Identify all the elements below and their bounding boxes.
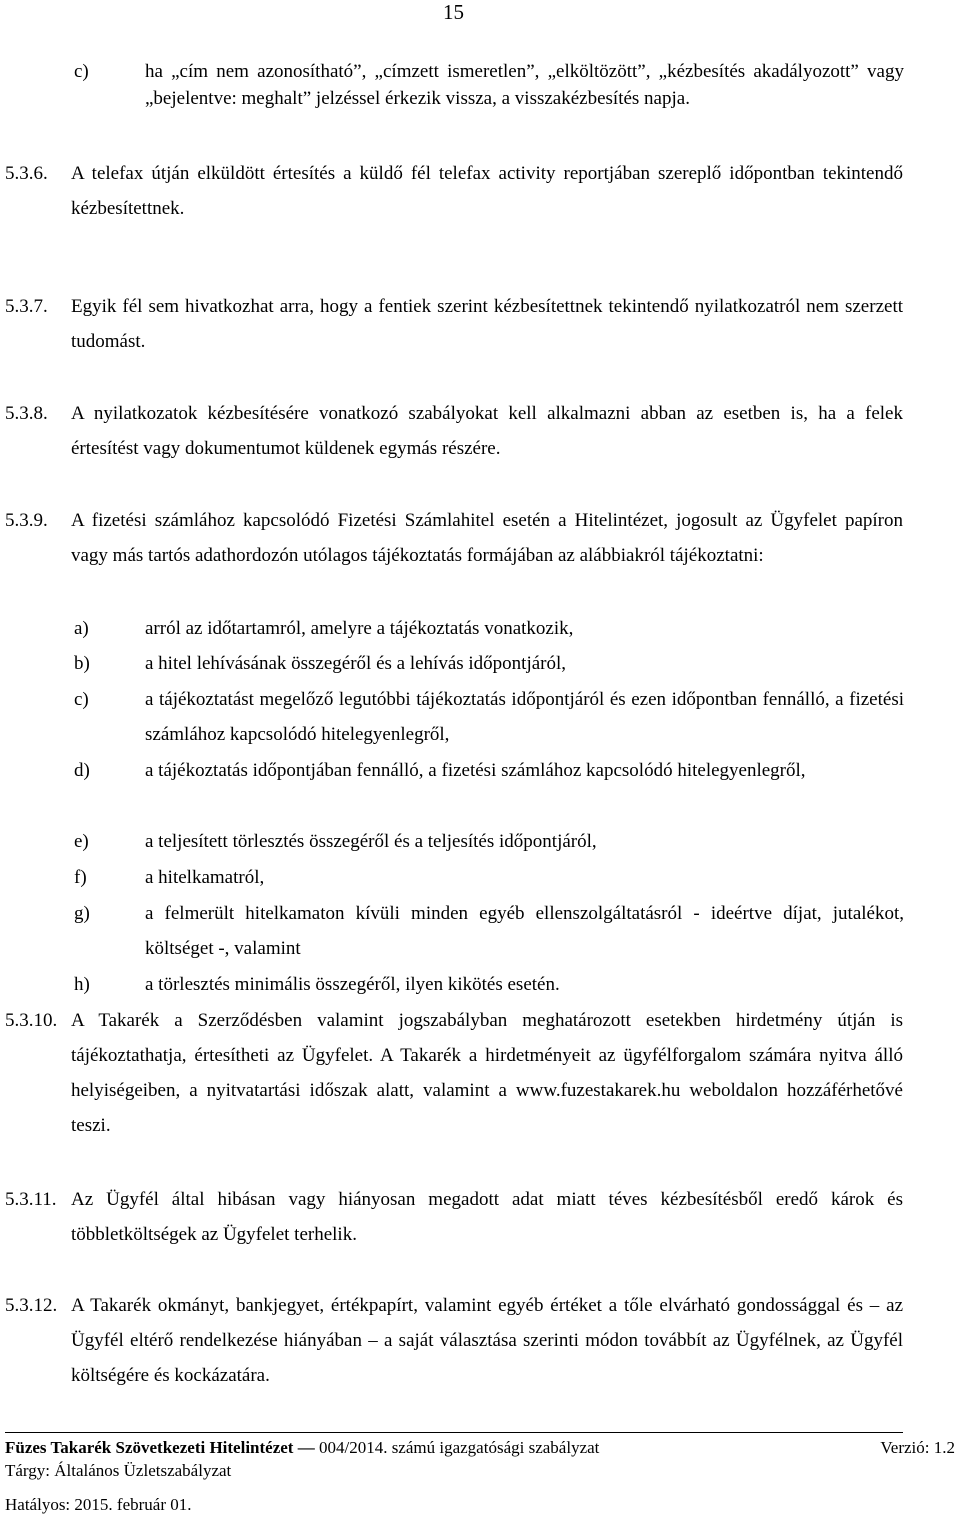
section-5-3-11 [5,1182,903,1252]
footer-dash: — [297,1438,315,1457]
section-5-3-10 [5,1003,903,1143]
section-number: 5.3.8. [5,403,48,424]
footer-subject: Tárgy: Általános Üzletszabályzat [5,1461,232,1480]
footer-doc: 004/2014. számú igazgatósági szabályzat [318,1438,600,1457]
footer-effective: Hatályos: 2015. február 01. [5,1495,192,1514]
list-item-text: ha „cím nem azonosítható”, „címzett ismeretlen”, „elköltözött”, „kézbesítés akadályozott” vagy „bejelentve: meghalt” jelzéssel érkezik vissza, a visszakézbesítés napja. [145,61,904,109]
list-item-label: c) [74,61,89,82]
list-item-label: f) [74,867,87,888]
section-text: Egyik fél sem hivatkozhat arra, hogy a fentiek szerint kézbesítettnek tekintendő nyilatkozatról nem szerzett tudomást. [71,296,903,352]
list-item-text: a hitel lehívásának összegéről és a lehívás időpontjáról, [145,653,567,674]
list-item-label: d) [74,760,90,781]
list-item-b [74,646,904,681]
list-item-f [74,860,904,895]
section-text: Az Ügyfél által hibásan vagy hiányosan megadott adat miatt téves kézbesítésből eredő károk és többletköltségek az Ügyfelet terhelik. [71,1189,903,1245]
section-text: A telefax útján elküldött értesítés a küldő fél telefax activity reportjában szereplő időpontban tekintendő kézbesítettnek. [71,163,903,219]
list-item-label: h) [74,974,90,995]
section-5-3-6 [5,156,903,226]
footer-divider [5,1432,903,1433]
list-item-intro [74,58,904,112]
footer-version: Verzió: 1.2 [880,1438,955,1457]
list-item-d [74,753,904,788]
list-item-text: a hitelkamatról, [145,867,265,888]
list-item-label: g) [74,903,90,924]
section-number: 5.3.10. [5,1010,58,1031]
footer-org: Füzes Takarék Szövetkezeti Hitelintézet [5,1438,294,1457]
section-text: A nyilatkozatok kézbesítésére vonatkozó szabályokat kell alkalmazni abban az esetben is, ha a felek értesítést vagy dokumentumot küldenek egymás részére. [71,403,903,459]
list-item-label: c) [74,689,89,710]
section-number: 5.3.6. [5,163,48,184]
list-item-c [74,682,904,752]
list-item-text: a felmerült hitelkamaton kívüli minden egyéb ellenszolgáltatásról - ideértve díjat, jutalékot, költséget -, valamint [145,903,904,959]
section-5-3-9 [5,503,903,573]
section-number: 5.3.9. [5,510,48,531]
section-text: A fizetési számlához kapcsolódó Fizetési Számlahitel esetén a Hitelintézet, jogosult az Ügyfelet papíron vagy más tartós adathordozón utólagos tájékoztatás formájában az alábbiakról tájékoztatni: [71,510,903,566]
section-text: A Takarék okmányt, bankjegyet, értékpapírt, valamint egyéb értéket a tőle elvárható gondossággal és – az Ügyfél eltérő rendelkezése hiányában – a saját választása szerinti módon továbbít az Ügyfélnek, az Ügyfél költségére és kockázatára. [71,1295,903,1386]
list-item-label: e) [74,831,89,852]
list-item-h [74,967,904,1002]
list-item-label: b) [74,653,90,674]
footer-line-1 [5,1438,955,1458]
list-item-g [74,896,904,966]
list-item-text: a teljesített törlesztés összegéről és a teljesítés időpontjáról, [145,831,597,852]
list-item-label: a) [74,618,89,639]
list-item-text: a tájékoztatás időpontjában fennálló, a fizetési számlához kapcsolódó hitelegyenlegről, [145,760,806,781]
section-number: 5.3.12. [5,1295,58,1316]
section-number: 5.3.7. [5,296,48,317]
section-5-3-12 [5,1288,903,1393]
page-number: 15 [443,0,464,24]
list-item-text: arról az időtartamról, amelyre a tájékoztatás vonatkozik, [145,618,574,639]
section-text: A Takarék a Szerződésben valamint jogszabályban meghatározott esetekben hirdetmény útján is tájékoztathatja, értesítheti az Ügyfelet. A Takarék a hirdetményeit az ügyfélforgalom számára nyitva álló helyiségeiben, a nyitvatartási időszak alatt, valamint a www.fuzestakarek.hu weboldalon hozzáférhetővé teszi. [71,1010,903,1136]
list-item-text: a törlesztés minimális összegéről, ilyen kikötés esetén. [145,974,560,995]
section-5-3-7 [5,289,903,359]
list-item-text: a tájékoztatást megelőző legutóbbi tájékoztatás időpontjáról és ezen időpontban fennálló, a fizetési számlához kapcsolódó hitelegyenlegről, [145,689,904,745]
list-item-e [74,824,904,859]
section-number: 5.3.11. [5,1189,57,1210]
list-item-a [74,611,904,646]
section-5-3-8 [5,396,903,466]
